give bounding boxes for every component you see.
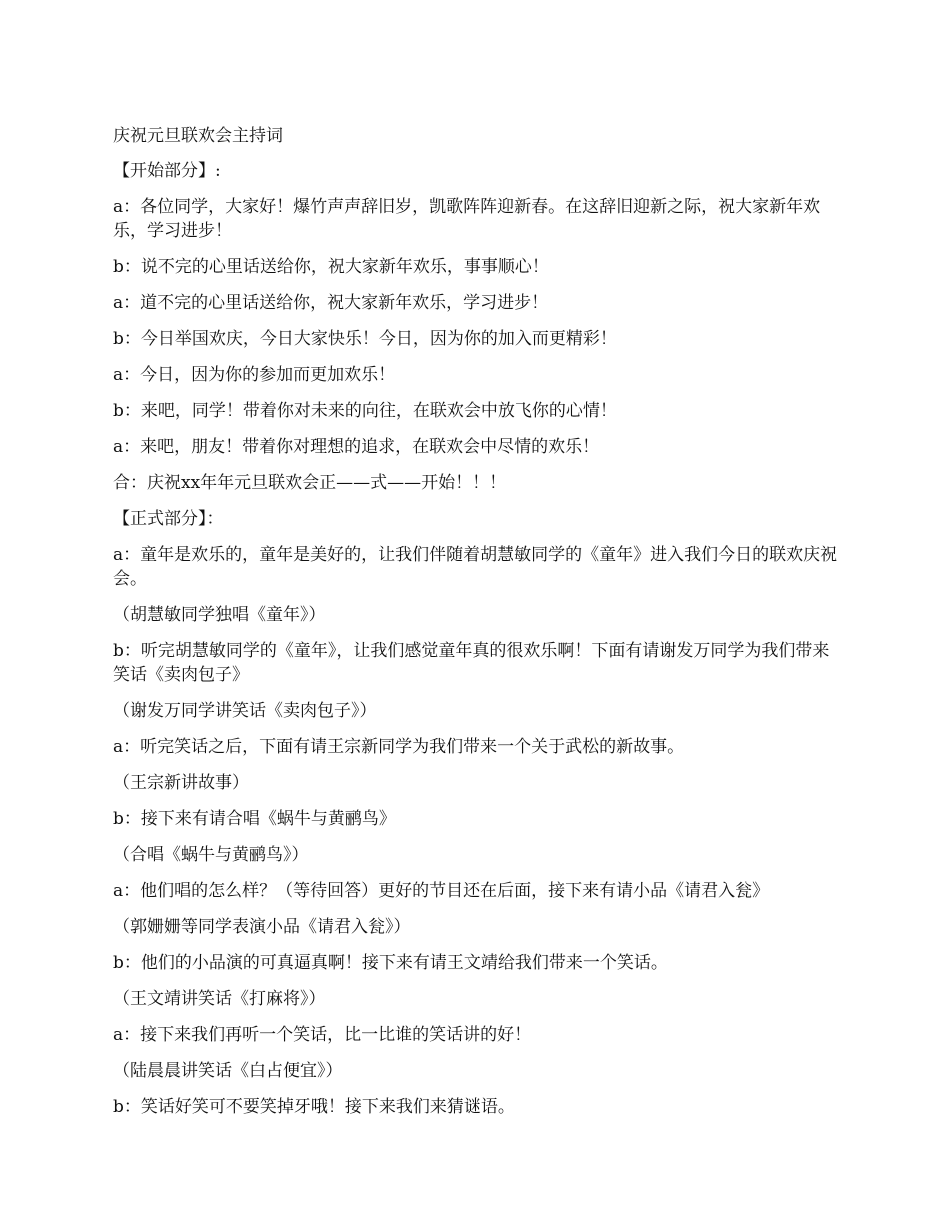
paragraph: a：童年是欢乐的，童年是美好的，让我们伴随着胡慧敏同学的《童年》进入我们今日的联欢庆祝会。	[113, 545, 838, 589]
paragraph: b：接下来有请合唱《蜗牛与黄鹂鸟》	[113, 809, 396, 829]
document-body	[113, 124, 840, 1131]
paragraph: a：今日，因为你的参加而更加欢乐！	[113, 365, 396, 385]
paragraph: a：各位同学，大家好！爆竹声声辞旧岁，凯歌阵阵迎新春。在这辞旧迎新之际，祝大家新年欢乐，学习进步！	[113, 197, 821, 241]
stage-direction: （胡慧敏同学独唱《童年》）	[113, 605, 326, 625]
paragraph: a：听完笑话之后，下面有请王宗新同学为我们带来一个关于武松的新故事。	[113, 737, 685, 757]
stage-direction: （郭姗姗等同学表演小品《请君入瓮》）	[113, 917, 411, 937]
paragraph: b：听完胡慧敏同学的《童年》，让我们感觉童年真的很欢乐啊！下面有请谢发万同学为我们带来笑话《卖肉包子》	[113, 641, 830, 685]
paragraph: a：接下来我们再听一个笑话，比一比谁的笑话讲的好！	[113, 1025, 532, 1045]
paragraph: a：他们唱的怎么样？（等待回答）更好的节目还在后面，接下来有请小品《请君入瓮》	[113, 881, 770, 901]
stage-direction: （王宗新讲故事）	[113, 773, 249, 793]
section-heading-opening: 【开始部分】:	[113, 161, 221, 181]
paragraph: a：来吧，朋友！带着你对理想的追求，在联欢会中尽情的欢乐！	[113, 437, 600, 457]
section-heading-main: 【正式部分】：	[113, 509, 224, 529]
stage-direction: （谢发万同学讲笑话《卖肉包子》）	[113, 701, 377, 721]
paragraph: b：笑话好笑可不要笑掉牙哦！接下来我们来猜谜语。	[113, 1097, 515, 1117]
paragraph: b：来吧，同学！带着你对未来的向往，在联欢会中放飞你的心情！	[113, 401, 617, 421]
document-title: 庆祝元旦联欢会主持词	[113, 126, 283, 146]
paragraph: b：今日举国欢庆，今日大家快乐！今日，因为你的加入而更精彩！	[113, 329, 617, 349]
stage-direction: （陆晨晨讲笑话《白占便宜》）	[113, 1061, 343, 1081]
paragraph: b：他们的小品演的可真逼真啊！接下来有请王文靖给我们带来一个笑话。	[113, 953, 668, 973]
paragraph: b：说不完的心里话送给你，祝大家新年欢乐，事事顺心！	[113, 257, 549, 277]
stage-direction: （合唱《蜗牛与黄鹂鸟》）	[113, 845, 309, 865]
paragraph: a：道不完的心里话送给你，祝大家新年欢乐，学习进步！	[113, 293, 549, 313]
paragraph: 合：庆祝xx年年元旦联欢会正——式——开始！！！	[113, 473, 507, 493]
stage-direction: （王文靖讲笑话《打麻将》）	[113, 989, 326, 1009]
